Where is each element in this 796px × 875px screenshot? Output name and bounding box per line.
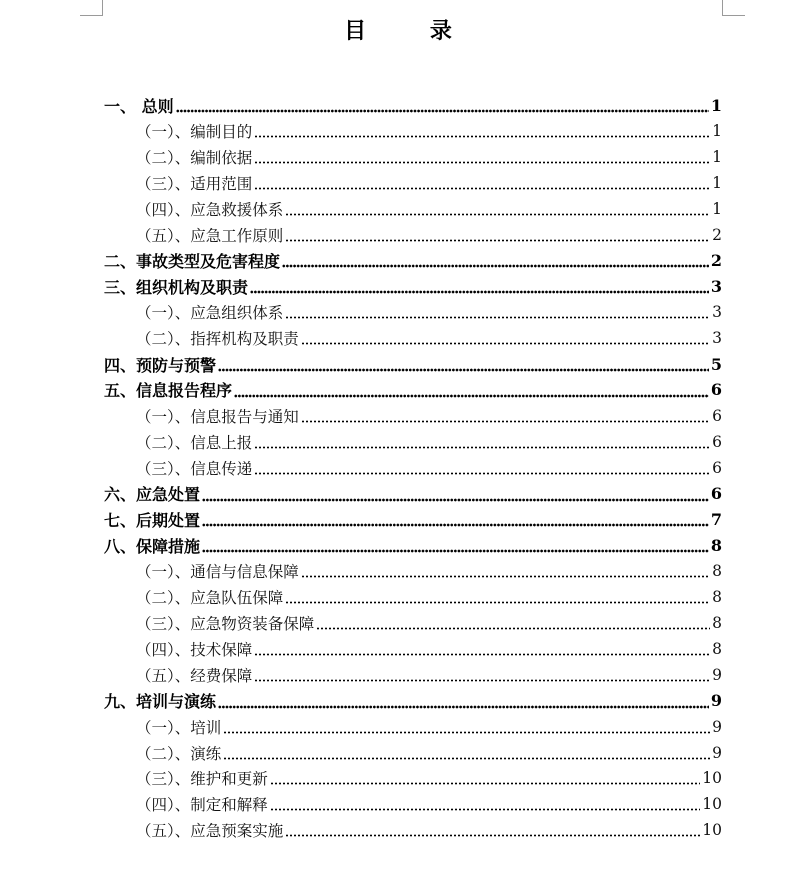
toc-entry[interactable]	[136, 714, 722, 740]
dot-leader	[301, 420, 710, 423]
toc-entry[interactable]	[104, 688, 722, 714]
dot-leader	[234, 394, 709, 398]
toc-entry-title: 五、信息报告程序	[104, 381, 233, 401]
dot-leader	[301, 575, 710, 578]
toc-entry-page-number: 1	[712, 147, 722, 166]
toc-entry[interactable]	[136, 558, 722, 584]
toc-entry[interactable]	[104, 247, 722, 273]
dot-leader	[250, 290, 709, 294]
dot-leader	[285, 316, 710, 319]
toc-entry-title: （五）、经费保障	[136, 666, 253, 685]
toc-entry-title: （五）、应急工作原则	[136, 226, 284, 245]
toc-entry-title: （一）、应急组织体系	[136, 304, 284, 323]
toc-entry[interactable]	[136, 118, 722, 144]
toc-entry-page-number: 8	[712, 639, 722, 658]
toc-entry-title: （四）、制定和解释	[136, 796, 268, 815]
dot-leader	[223, 757, 710, 760]
toc-entry-title: （三）、应急物资装备保障	[136, 615, 315, 633]
toc-entry-title: （一）、通信与信息保障	[136, 563, 299, 582]
toc-entry[interactable]	[104, 532, 722, 558]
toc-entry[interactable]	[136, 222, 722, 248]
dot-leader	[301, 342, 710, 345]
dot-leader	[202, 549, 709, 553]
toc-entry[interactable]	[136, 791, 722, 817]
toc-entry[interactable]	[136, 144, 722, 170]
toc-entry[interactable]	[136, 455, 722, 481]
toc-entry-title: 三、组织机构及职责	[104, 277, 249, 297]
toc-entry-title: （三）、适用范围	[136, 174, 253, 193]
toc-entry[interactable]	[136, 325, 722, 351]
dot-leader	[254, 472, 710, 475]
toc-entry-title: （二）、指挥机构及职责	[136, 330, 299, 349]
dot-leader	[218, 705, 709, 709]
toc-entry[interactable]	[104, 377, 722, 403]
toc-entry-title: （一）、信息报告与通知	[136, 407, 299, 426]
toc-entry[interactable]	[104, 92, 722, 118]
toc-entry-page-number: 8	[710, 535, 722, 555]
toc-entry[interactable]	[136, 817, 722, 843]
toc-entry-title: 八、保障措施	[104, 536, 201, 556]
toc-entry-title: （二）、演练	[136, 744, 222, 763]
toc-entry-page-number: 6	[712, 432, 722, 451]
toc-entry-title: 九、培训与演练	[104, 692, 217, 712]
toc-entry-page-number: 7	[710, 509, 722, 529]
dot-leader	[202, 523, 709, 527]
toc-entry-page-number: 9	[712, 717, 722, 736]
toc-entry[interactable]	[136, 740, 722, 766]
toc-entry-page-number: 1	[712, 173, 722, 192]
toc-entry-page-number: 2	[710, 250, 722, 270]
toc-entry-page-number: 5	[710, 354, 722, 374]
toc-entry-page-number: 10	[702, 769, 722, 788]
toc-entry[interactable]	[136, 765, 722, 791]
dot-leader	[316, 627, 710, 630]
toc-entry-title: 七、后期处置	[104, 510, 201, 530]
toc-entry-page-number: 9	[712, 743, 722, 762]
toc-entry[interactable]	[136, 196, 722, 222]
toc-entry[interactable]	[136, 636, 722, 662]
toc-entry-page-number: 8	[712, 562, 722, 581]
dot-leader	[285, 239, 710, 242]
dot-leader	[254, 446, 710, 449]
toc-entry-title: 四、预防与预警	[104, 355, 217, 375]
toc-entry-page-number: 6	[710, 380, 722, 400]
dot-leader	[254, 653, 710, 656]
toc-entry-page-number: 1	[712, 121, 722, 140]
toc-entry-page-number: 10	[702, 795, 722, 814]
toc-entry-title: （三）、维护和更新	[136, 770, 268, 789]
toc-entry-title: （四）、应急救援体系	[136, 200, 284, 219]
toc-entry-page-number: 9	[712, 665, 722, 684]
toc-entry-title: 六、应急处置	[104, 485, 201, 504]
toc-entry-title: （一）、培训	[136, 718, 222, 737]
dot-leader	[254, 679, 710, 682]
toc-entry-title: （三）、信息传递	[136, 459, 253, 478]
toc-entry-title: （一）、编制目的	[136, 122, 253, 141]
toc-entry[interactable]	[136, 584, 722, 610]
dot-leader	[223, 731, 710, 734]
dot-leader	[254, 161, 710, 164]
dot-leader	[254, 187, 710, 190]
toc-entry-page-number: 1	[710, 95, 722, 115]
toc-entry-page-number: 6	[710, 484, 722, 503]
toc-entry-page-number: 3	[710, 276, 722, 296]
toc-entry[interactable]	[136, 429, 722, 455]
toc-entry-title: （二）、编制依据	[136, 148, 253, 167]
dot-leader	[285, 834, 700, 837]
toc-entry-title: （五）、应急预案实施	[136, 822, 284, 841]
toc-entry-page-number: 3	[712, 329, 722, 348]
toc-entry-page-number: 6	[712, 458, 722, 477]
toc-entry-page-number: 1	[712, 199, 722, 218]
toc-entry-page-number: 8	[712, 614, 722, 632]
toc-entry-title: 一、 总则	[104, 96, 174, 116]
toc-entry-page-number: 10	[702, 821, 722, 840]
dot-leader	[285, 213, 710, 216]
dot-leader	[218, 368, 709, 372]
toc-entry-page-number: 8	[712, 588, 722, 607]
toc-entry-page-number: 2	[712, 225, 722, 244]
toc-entry-title: （二）、信息上报	[136, 433, 253, 452]
dot-leader	[202, 498, 709, 502]
toc-entry-title: （四）、技术保障	[136, 640, 253, 659]
toc-entry[interactable]	[104, 506, 722, 532]
toc-entry[interactable]	[104, 481, 722, 507]
toc-entry-title: （二）、应急队伍保障	[136, 589, 284, 608]
toc-entry-title: 二、事故类型及危害程度	[104, 251, 281, 271]
toc-entry[interactable]	[104, 351, 722, 377]
dot-leader	[270, 808, 701, 811]
dot-leader	[282, 264, 709, 268]
toc-entry[interactable]	[136, 662, 722, 688]
dot-leader	[285, 601, 710, 604]
dot-leader	[254, 135, 710, 138]
toc-entry[interactable]	[136, 299, 722, 325]
toc-entry-page-number: 6	[712, 406, 722, 425]
toc-entry-page-number: 3	[712, 303, 722, 322]
dot-leader	[176, 109, 709, 113]
toc-entry-page-number: 9	[710, 691, 722, 711]
toc-title: 目 录	[344, 19, 480, 44]
dot-leader	[270, 782, 701, 785]
toc-entry[interactable]	[136, 403, 722, 429]
toc-entry[interactable]	[136, 610, 722, 636]
toc-entry[interactable]	[104, 273, 722, 299]
toc-entry[interactable]	[136, 170, 722, 196]
